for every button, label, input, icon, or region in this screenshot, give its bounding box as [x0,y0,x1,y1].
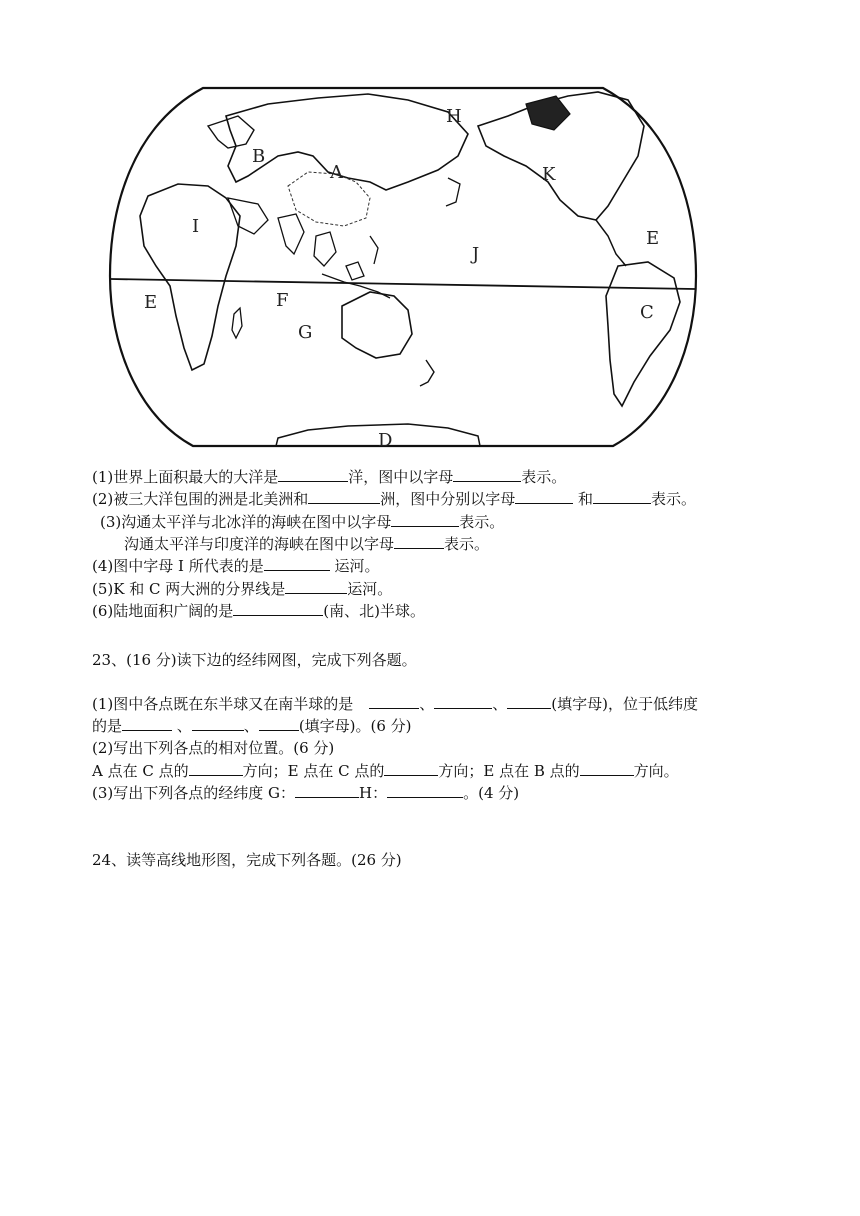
answer-blank[interactable] [122,716,172,731]
q23-item-2b [92,761,679,781]
map-label-i: I [192,216,200,237]
q22-item-2 [92,489,696,509]
answer-blank[interactable] [515,489,573,504]
q22-4-text-b: 运河。 [329,557,380,575]
q22-6-text-a: (6)陆地面积广阔的是 [92,602,234,620]
answer-blank[interactable] [189,761,243,776]
answer-blank[interactable] [507,694,551,709]
q23-item-1b [92,716,412,736]
q22-item-3 [100,512,504,532]
australia-outline [342,292,412,358]
q22-1-text-a: (1)世界上面积最大的大洋是 [92,468,279,486]
q22-item-1 [92,467,566,487]
q22-item-5 [92,579,392,599]
q22-3-text-a: (3)沟通太平洋与北冰洋的海峡在图中以字母 [100,513,392,531]
answer-blank[interactable] [295,783,359,798]
answer-blank[interactable] [259,716,299,731]
map-label-k: K [542,164,556,185]
q23-item-2: (2)写出下列各点的相对位置。(6 分) [92,739,335,757]
map-label-d: D [378,430,393,451]
q23-1b-text-a: 的是 [92,717,123,735]
q23-1-text-d: (填字母)，位于低纬度 [551,695,698,713]
central-america-outline [596,220,626,266]
answer-blank[interactable] [593,489,651,504]
q22-2-text-b: 洲，图中分别以字母 [380,490,516,508]
answer-blank[interactable] [264,556,330,571]
japan-outline [446,178,460,206]
india-outline [278,214,304,254]
southeast-asia-outline [314,232,390,298]
answer-blank[interactable] [278,467,348,482]
answer-blank[interactable] [394,534,444,549]
q23-item-3 [92,783,519,803]
south-america-outline [606,262,680,406]
q23-2b-text-c: 方向；E 点在 B 点的 [438,762,580,780]
answer-blank[interactable] [308,489,380,504]
world-map-svg [108,86,698,458]
q22-item-3b [124,534,489,554]
greenland-outline [526,96,570,130]
q22-1-text-b: 洋，图中以字母 [348,468,454,486]
answer-blank[interactable] [453,467,521,482]
map-label-e-east: E [646,228,660,249]
world-map-figure [108,86,698,458]
q24-title: 24、读等高线地形图，完成下列各题。(26 分) [92,851,402,869]
q22-item-4 [92,556,380,576]
eurasia-outline [226,94,468,190]
map-label-b: B [252,146,266,167]
map-label-f: F [276,290,289,311]
q22-4-text-a: (4)图中字母 I 所代表的是 [92,557,264,575]
q23-1b-text-d: (填字母)。(6 分) [298,717,412,735]
answer-blank[interactable] [391,512,459,527]
q22-3-text-b: 表示。 [459,513,505,531]
q23-2b-text-d: 方向。 [633,762,679,780]
q22-2-text-c: 和 [573,490,594,508]
new-zealand-outline [420,360,434,386]
q23-3-text-b: H： [359,784,388,802]
q23-3-text-c: 。(4 分) [463,784,520,802]
madagascar-outline [232,308,242,338]
answer-blank[interactable] [434,694,492,709]
arabia-outline [228,198,268,234]
q22-3b-text-b: 表示。 [444,535,490,553]
q23-2b-text-a: A 点在 C 点的 [92,762,189,780]
q23-item-1 [92,694,698,714]
answer-blank[interactable] [369,694,419,709]
q23-1-text-a: (1)图中各点既在东半球又在南半球的是 [92,695,354,713]
map-label-c: C [640,302,654,323]
answer-blank[interactable] [285,579,347,594]
answer-blank[interactable] [233,601,323,616]
q22-5-text-a: (5)K 和 C 两大洲的分界线是 [92,580,286,598]
q23-1-text-c: 、 [492,695,508,713]
map-label-h: H [446,106,462,127]
equator-line [111,279,695,289]
africa-outline [140,184,240,370]
q22-6-text-b: (南、北)半球。 [323,602,425,620]
map-label-e-west: E [144,292,158,313]
q23-1b-text-b: 、 [172,717,192,735]
answer-blank[interactable] [580,761,634,776]
q22-2-text-d: 表示。 [651,490,697,508]
q23-2b-text-b: 方向；E 点在 C 点的 [242,762,385,780]
q22-5-text-b: 运河。 [347,580,393,598]
q23-1-text-b: 、 [419,695,435,713]
q22-3b-text-a: 沟通太平洋与印度洋的海峡在图中以字母 [124,535,395,553]
answer-blank[interactable] [192,716,244,731]
map-label-j: J [472,244,480,265]
map-label-a: A [330,162,343,183]
answer-blank[interactable] [384,761,438,776]
map-label-g: G [298,322,313,343]
q23-title: 23、(16 分)读下边的经纬网图，完成下列各题。 [92,651,417,669]
q22-1-text-c: 表示。 [521,468,567,486]
map-frame [110,88,696,446]
q22-2-text-a: (2)被三大洋包围的洲是北美洲和 [92,490,309,508]
q23-1b-text-c: 、 [243,717,259,735]
q23-3-text-a: (3)写出下列各点的经纬度 G： [92,784,295,802]
answer-blank[interactable] [387,783,463,798]
q22-item-6 [92,601,425,621]
